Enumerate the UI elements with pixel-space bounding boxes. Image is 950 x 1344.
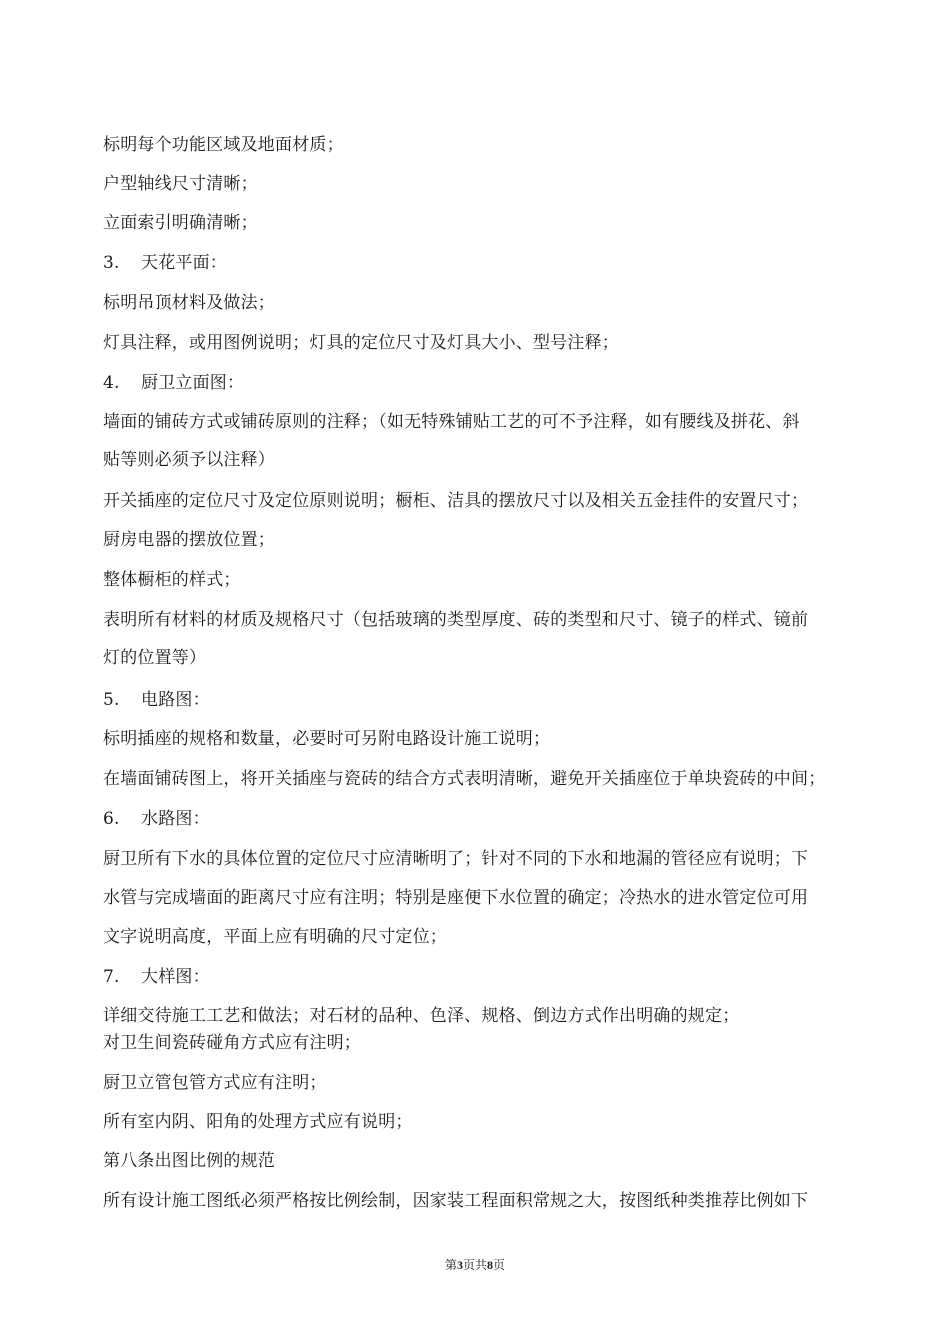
text-line: 标明每个功能区域及地面材质； (103, 135, 344, 155)
footer-suffix: 页 (493, 1258, 506, 1272)
section-number: 6. (103, 809, 120, 829)
text-line: 灯的位置等） (103, 648, 207, 668)
section-title: 电路图： (141, 690, 210, 710)
section-title: 大样图： (141, 967, 210, 987)
text-line: 标明吊顶材料及做法； (103, 293, 275, 313)
section-heading (103, 690, 210, 710)
text-line: 在墙面铺砖图上，将开关插座与瓷砖的结合方式表明清晰，避免开关插座位于单块瓷砖的中间； (103, 769, 826, 789)
section-title: 厨卫立面图： (141, 373, 245, 393)
text-line: 对卫生间瓷砖碰角方式应有注明； (103, 1033, 361, 1053)
page-footer (0, 1257, 950, 1273)
text-line: 墙面的铺砖方式或铺砖原则的注释；（如无特殊铺贴工艺的可不予注释，如有腰线及拼花、斜 (103, 412, 800, 432)
footer-prefix: 第 (444, 1258, 457, 1272)
section-heading (103, 253, 227, 273)
text-line: 开关插座的定位尺寸及定位原则说明；橱柜、洁具的摆放尺寸以及相关五金挂件的安置尺寸； (103, 491, 809, 511)
section-number: 3. (103, 253, 120, 273)
text-line: 水管与完成墙面的距离尺寸应有注明；特别是座便下水位置的确定；冷热水的进水管定位可用 (103, 888, 809, 908)
article-heading: 第八条出图比例的规范 (103, 1151, 275, 1171)
section-title: 天花平面： (141, 253, 227, 273)
section-number: 5. (103, 690, 120, 710)
text-line: 贴等则必须予以注释） (103, 450, 275, 470)
text-line: 详细交待施工工艺和做法；对石材的品种、色泽、规格、倒边方式作出明确的规定； (103, 1006, 740, 1026)
text-line: 灯具注释，或用图例说明；灯具的定位尺寸及灯具大小、型号注释； (103, 333, 619, 353)
section-heading (103, 967, 210, 987)
text-line: 立面索引明确清晰； (103, 213, 258, 233)
text-line: 表明所有材料的材质及规格尺寸（包括玻璃的类型厚度、砖的类型和尺寸、镜子的样式、镜前 (103, 610, 809, 630)
section-heading (103, 373, 244, 393)
text-line: 文字说明高度，平面上应有明确的尺寸定位； (103, 927, 447, 947)
text-line: 厨卫所有下水的具体位置的定位尺寸应清晰明了；针对不同的下水和地漏的管径应有说明；下 (103, 849, 809, 869)
text-line: 整体橱柜的样式； (103, 570, 241, 590)
total-page-number: 8 (487, 1258, 493, 1272)
text-line: 所有设计施工图纸必须严格按比例绘制，因家装工程面积常规之大，按图纸种类推荐比例如下 (103, 1191, 809, 1211)
text-line: 厨卫立管包管方式应有注明； (103, 1073, 327, 1093)
section-number: 4. (103, 373, 120, 393)
section-title: 水路图： (141, 809, 210, 829)
section-number: 7. (103, 967, 120, 987)
text-line: 户型轴线尺寸清晰； (103, 174, 258, 194)
text-line: 所有室内阴、阳角的处理方式应有说明； (103, 1112, 413, 1132)
footer-middle: 页共 (462, 1258, 487, 1272)
text-line: 标明插座的规格和数量，必要时可另附电路设计施工说明； (103, 729, 551, 749)
text-line: 厨房电器的摆放位置； (103, 530, 275, 550)
section-heading (103, 809, 210, 829)
current-page-number: 3 (456, 1258, 463, 1272)
